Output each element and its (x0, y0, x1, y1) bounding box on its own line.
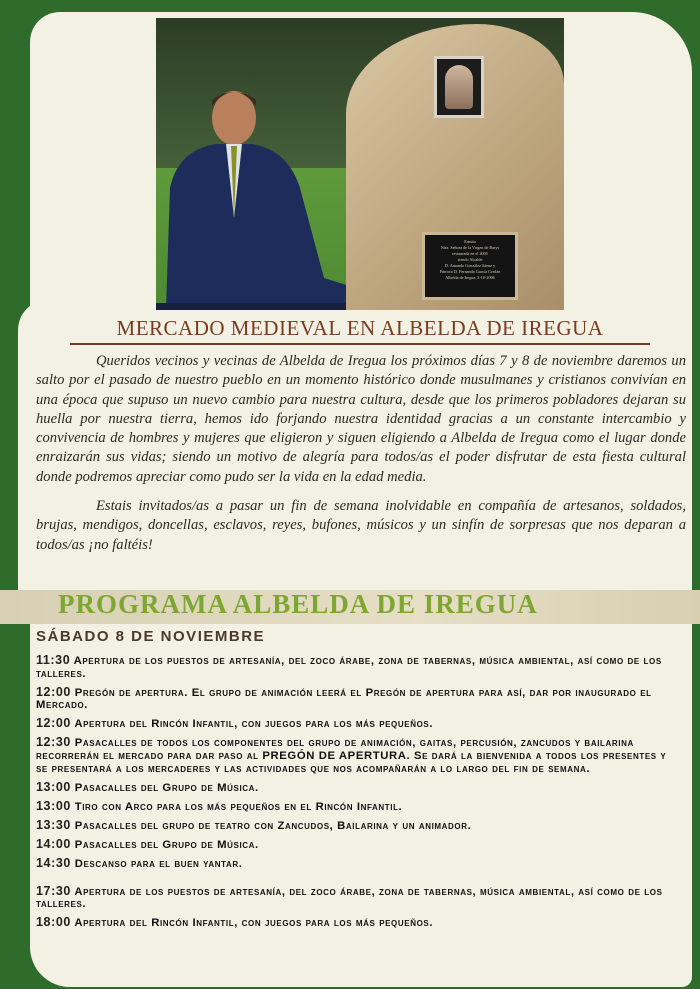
page-title: MERCADO MEDIEVAL EN ALBELDA DE IREGUA (70, 316, 650, 345)
mayor-photo (156, 18, 564, 310)
man-in-suit-figure (156, 78, 366, 310)
intro-text (36, 352, 686, 565)
schedule-time: 18:00 (36, 915, 71, 930)
schedule-text: Tiro con Arco para los más pequeños en el Rincón Infantil. (74, 800, 403, 813)
schedule-text: Apertura del Rincón Infantil, con juegos para los más pequeños. (74, 917, 434, 930)
schedule-text: Pasacalles del grupo de teatro con Zancudos, Bailarina y un animador. (74, 819, 472, 832)
schedule-time: 12:30 (36, 735, 71, 750)
schedule-item (36, 736, 676, 775)
schedule-list (36, 654, 676, 936)
schedule-item (36, 838, 676, 852)
schedule-time: 11:30 (36, 653, 71, 667)
schedule-time: 12:00 (36, 716, 71, 731)
intro-paragraph: Estais invitados/as a pasar un fin de semana inolvidable en compañía de artesanos, soldados, brujas, mendigos, doncellas, esclavos, reyes, bufones, músicos y un sinfín de sorpresas que nos deparan a todos/as ¡no faltéis! (36, 498, 686, 553)
program-title: PROGRAMA ALBELDA DE IREGUA (58, 589, 538, 619)
schedule-time: 13:00 (36, 779, 71, 794)
virgin-icon (445, 65, 473, 109)
day-heading: SÁBADO 8 DE NOVIEMBRE (36, 628, 266, 645)
schedule-time: 13:30 (36, 817, 71, 832)
plaque-line: restaurada en el 2005 (452, 251, 488, 256)
plaque-line: Albelda de Iregua, 2-10-2006 (445, 275, 495, 280)
schedule-item (36, 857, 676, 871)
schedule-text: Pregón de apertura. El grupo de animación leerá el Pregón de apertura para así, dar por inaugurado el Mercado. (36, 686, 652, 712)
plaque-line: Párroco D. Fernando García Cerdán (439, 269, 501, 274)
plaque-line: Ermita (464, 239, 476, 244)
schedule-text: Pasacalles de todos los componentes del grupo de animación, gaitas, percusión, zancudos y bailarina recorrerán el mercado para dar paso al PREGÓN DE APERTURA. Se dará la bienvenida a todos los presentes y se presentará a los mercaderes y las actividades que nos acompañarán a lo largo del fin de semana. (36, 737, 667, 775)
schedule-text: Apertura de los puestos de artesanía, del zoco árabe, zona de tabernas, música ambiental, así como de los talleres. (36, 655, 662, 680)
plaque-line: D. Amando González Sáenz y (444, 263, 496, 268)
schedule-item (36, 686, 676, 712)
schedule-time: 17:30 (36, 883, 71, 898)
schedule-text: Apertura de los puestos de artesanía, del zoco árabe, zona de tabernas, música ambiental, así como de los talleres. (36, 885, 663, 911)
schedule-text: Descanso para el buen yantar. (74, 858, 243, 871)
schedule-item (36, 717, 676, 731)
schedule-time: 12:00 (36, 684, 71, 699)
schedule-item (36, 781, 676, 795)
virgin-icon-frame (434, 56, 484, 118)
schedule-item (36, 819, 676, 833)
schedule-time: 13:00 (36, 798, 71, 813)
plaque-line: Ntra. Señora de la Virgen de Barys (440, 245, 500, 250)
schedule-item (36, 885, 676, 911)
commemorative-plaque (422, 232, 518, 300)
plaque-line: siendo Alcalde (457, 257, 483, 262)
schedule-item (36, 800, 676, 814)
schedule-text: Apertura del Rincón Infantil, con juegos para los más pequeños. (74, 718, 434, 731)
schedule-text: Pasacalles del Grupo de Música. (74, 781, 259, 794)
intro-paragraph: Queridos vecinos y vecinas de Albelda de Iregua los próximos días 7 y 8 de noviembre daremos un salto por el pasado de nuestro pueblo en un momento histórico donde musulmanes y cristianos convivían en una época que supuso un nuevo cambio para nuestra cultura, desde que los primeros pobladores dejaran su huella por nuestra tierra, hemos ido forjando nuestra identidad gracias a un constante intercambio y convivencia de hombres y mujeres que eligieron y siguen eligiendo a Albelda de Iregua como el lugar donde enraizarán sus vidas; siendo un motivo de alegría para todos/as el poder disfrutar de esta fiesta cultural donde podremos apreciar como pudo ser la vida en la edad media. (36, 353, 686, 485)
schedule-text: Pasacalles del Grupo de Música. (74, 839, 259, 852)
schedule-item (36, 654, 676, 680)
schedule-time: 14:30 (36, 856, 71, 871)
schedule-time: 14:00 (36, 837, 71, 852)
schedule-item (36, 916, 676, 930)
